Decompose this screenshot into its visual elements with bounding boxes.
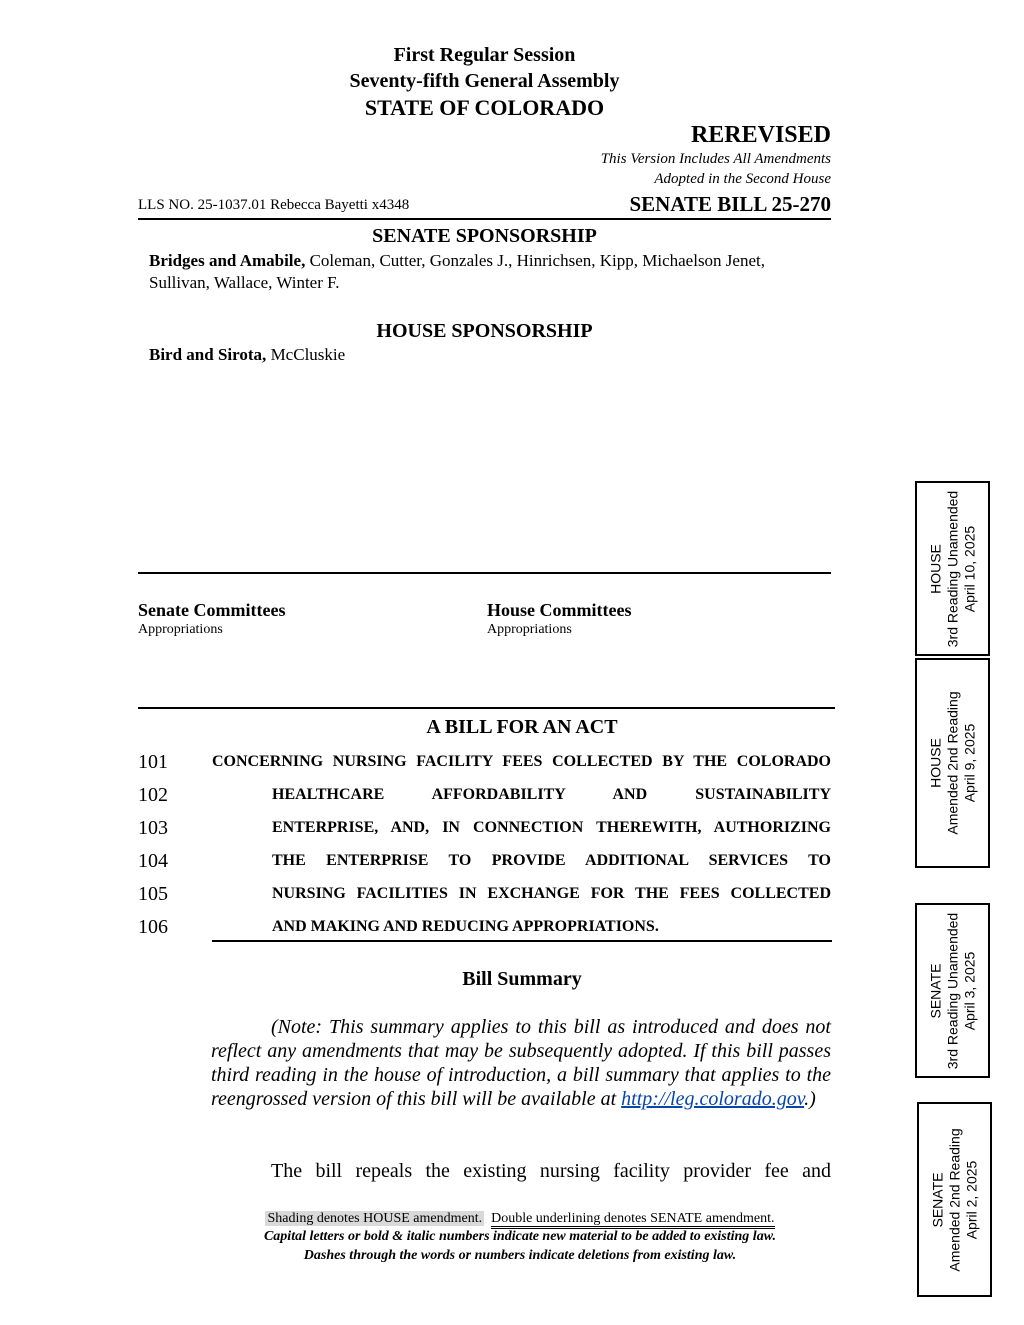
stamp-chamber: HOUSE — [927, 543, 943, 594]
stamp-action: Amended 2nd Reading — [946, 1127, 962, 1272]
house-committees-value: Appropriations — [487, 622, 572, 637]
summary-note-end: .) — [804, 1088, 816, 1110]
committees-divider — [138, 572, 831, 574]
stamp-chamber: SENATE — [927, 963, 943, 1018]
legend-capitals: Capital letters or bold & italic numbers indicate new material to be added to existing law. — [263, 1229, 777, 1244]
bill-summary-heading: Bill Summary — [462, 968, 582, 990]
version-note-2: Adopted in the Second House — [654, 171, 831, 187]
bill-title-line: CONCERNING NURSING FACILITY FEES COLLECTED BY THE COLORADO — [212, 753, 831, 770]
version-note-1: This Version Includes All Amendments — [600, 151, 831, 167]
senate-committees-heading: Senate Committees — [138, 600, 286, 620]
summary-note — [211, 1015, 831, 1111]
senate-primary-sponsors: Bridges and Amabile, — [149, 251, 306, 270]
line-number: 104 — [138, 850, 168, 872]
lls-number: LLS NO. 25-1037.01 Rebecca Bayetti x4348 — [138, 197, 410, 213]
legend-line-1 — [150, 1211, 890, 1227]
line-number: 102 — [138, 784, 168, 806]
summary-note-text: (Note: This summary applies to this bill as introduced and does not reflect any amendments that may be subsequently adopted. If this bill passes third reading in the house of introduction, a bill summary that applies to the reengrossed version of this bill will be available at — [211, 1016, 831, 1110]
leg-colorado-link[interactable]: http://leg.colorado.gov — [621, 1088, 805, 1110]
bill-title-line: THE ENTERPRISE TO PROVIDE ADDITIONAL SERVICES TO — [272, 852, 831, 869]
stamp-house-third-reading — [915, 481, 990, 656]
house-primary-sponsors: Bird and Sirota, — [149, 345, 267, 364]
senate-sponsorship-heading: SENATE SPONSORSHIP — [372, 225, 597, 247]
bill-number: SENATE BILL 25-270 — [629, 192, 831, 216]
bill-title-line: HEALTHCARE AFFORDABILITY AND SUSTAINABILITY — [272, 786, 831, 803]
bill-title-line: NURSING FACILITIES IN EXCHANGE FOR THE FEES COLLECTED — [272, 885, 831, 902]
senate-committees-value: Appropriations — [138, 622, 223, 637]
bill-heading: A BILL FOR AN ACT — [426, 716, 618, 738]
stamp-date: April 2, 2025 — [963, 1160, 979, 1239]
assembly-title: Seventy-fifth General Assembly — [349, 70, 620, 92]
senate-underline-legend: Double underlining denotes SENATE amendment. — [491, 1211, 774, 1229]
state-title: STATE OF COLORADO — [364, 95, 605, 120]
stamp-action: Amended 2nd Reading — [944, 691, 960, 835]
senate-sponsors-line-2: Sullivan, Wallace, Winter F. — [149, 273, 340, 292]
summary-body: The bill repeals the existing nursing facility provider fee and — [271, 1160, 831, 1182]
house-sponsors-line — [149, 345, 345, 365]
bill-title-line: AND MAKING AND REDUCING APPROPRIATIONS. — [272, 918, 659, 935]
house-committees-heading: House Committees — [487, 600, 632, 620]
house-sponsorship-heading: HOUSE SPONSORSHIP — [376, 320, 593, 342]
bill-title-line: ENTERPRISE, AND, IN CONNECTION THEREWITH, AUTHORIZING — [272, 819, 831, 836]
house-shading-legend: Shading denotes HOUSE amendment. — [267, 1211, 483, 1226]
header-divider — [138, 218, 831, 220]
house-cosponsors: McCluskie — [270, 345, 346, 364]
rerevised-status: REREVISED — [690, 122, 831, 148]
stamp-action: 3rd Reading Unamended — [944, 912, 960, 1069]
stamp-date: April 3, 2025 — [961, 951, 977, 1030]
line-number: 103 — [138, 817, 168, 839]
stamp-date: April 10, 2025 — [961, 525, 977, 612]
stamp-action: 3rd Reading Unamended — [944, 490, 960, 647]
stamp-chamber: SENATE — [929, 1172, 945, 1227]
bill-divider — [138, 707, 835, 709]
stamp-senate-second-reading — [917, 1102, 992, 1297]
line-number: 105 — [138, 883, 168, 905]
senate-sponsors-line-1 — [149, 251, 839, 271]
stamp-house-second-reading — [915, 658, 990, 868]
title-divider — [212, 940, 832, 942]
senate-cosponsors: Coleman, Cutter, Gonzales J., Hinrichsen, Kipp, Michaelson Jenet, — [309, 251, 765, 270]
line-number: 101 — [138, 751, 168, 773]
session-title: First Regular Session — [393, 44, 576, 66]
stamp-senate-third-reading — [915, 903, 990, 1078]
line-number: 106 — [138, 916, 168, 938]
stamp-chamber: HOUSE — [927, 738, 943, 788]
legend-dashes: Dashes through the words or numbers indicate deletions from existing law. — [303, 1248, 737, 1263]
stamp-date: April 9, 2025 — [961, 723, 977, 803]
